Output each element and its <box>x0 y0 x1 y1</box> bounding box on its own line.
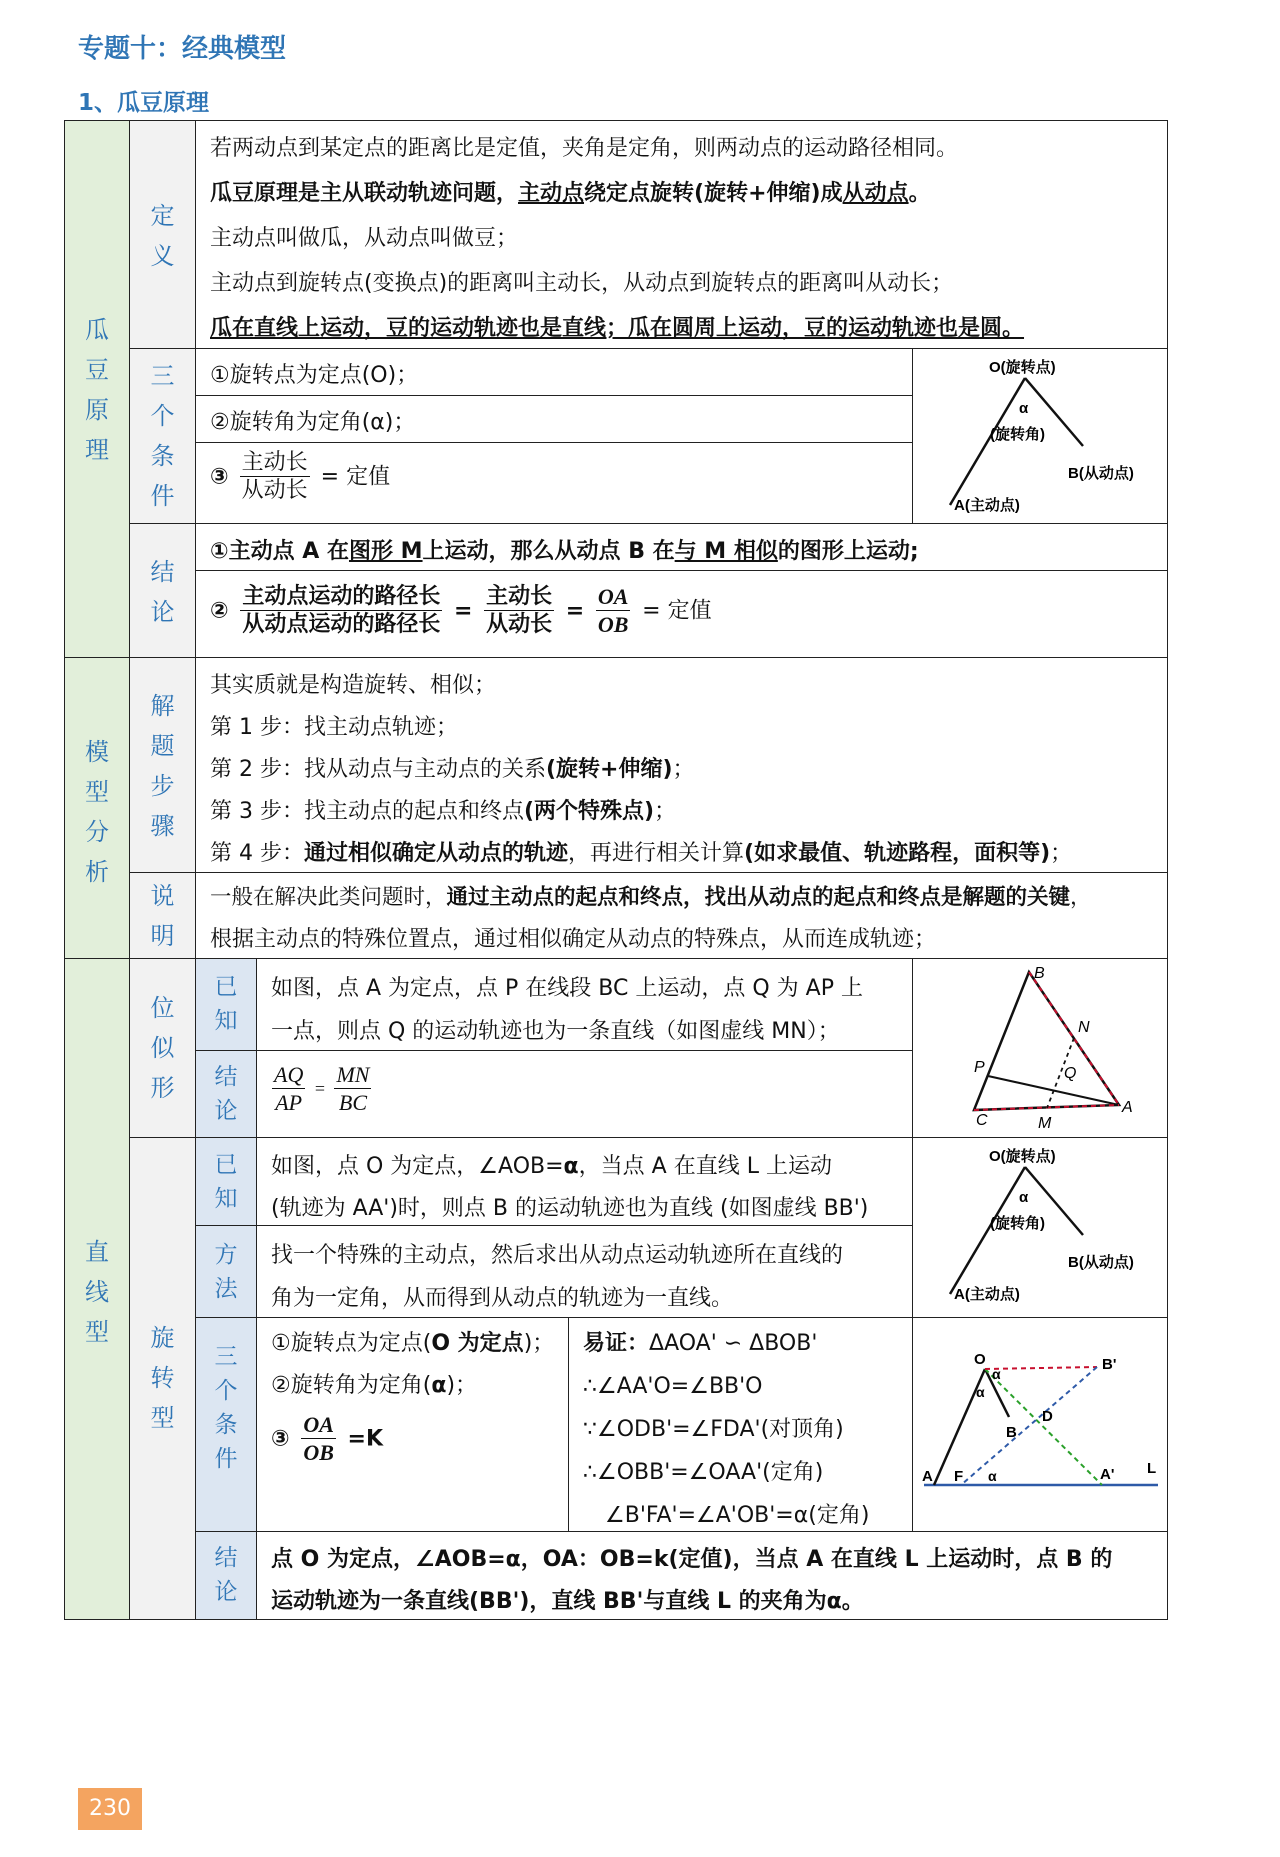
definition-line2-c: 绕定点旋转(旋转+伸缩)成 <box>584 181 843 206</box>
explain-line2: 根据主动点的特殊位置点，通过相似确定从动点的特殊点，从而连成轨迹； <box>210 927 937 952</box>
point-n: N <box>1078 1019 1090 1036</box>
condition-3 <box>210 450 390 505</box>
label-fangfa <box>195 1238 257 1306</box>
label-jielun-text: 结论 <box>214 1064 238 1124</box>
similar-diagram <box>914 960 1166 1136</box>
step-4 <box>210 840 1072 868</box>
sub-jieti-text: 解题步骤 <box>150 692 175 840</box>
similar-known-line1: 如图，点 A 为定点，点 P 在线段 BC 上运动，点 Q 为 AP 上 <box>271 976 863 1001</box>
step-4-c: ，再进行相关计算 <box>568 841 745 866</box>
alpha-bottom: α <box>988 1468 997 1484</box>
rotate-cond-2 <box>271 1372 477 1400</box>
label-fangfa-text: 方法 <box>214 1242 238 1302</box>
conclusion-line1 <box>210 538 919 566</box>
step-1: 第 1 步：找主动点轨迹； <box>210 715 458 740</box>
rotate-cond3-tail: =K <box>347 1426 384 1452</box>
sub-xuanzhuan <box>129 1318 196 1438</box>
category-moxing-text: 模型分析 <box>85 738 109 886</box>
line-diagram <box>914 1319 1166 1530</box>
fraction-numerator: 主动点运动的路径长 <box>242 584 441 609</box>
point-c: C <box>976 1112 988 1129</box>
chapter-title: 专题十：经典模型 <box>78 34 287 64</box>
steps-intro: 其实质就是构造旋转、相似； <box>210 673 497 698</box>
rotate-cond-1 <box>271 1330 554 1358</box>
rotate-known1-a: 如图，点 O 为定点，∠AOB= <box>271 1154 564 1179</box>
fraction-numerator: 主动长 <box>241 450 308 475</box>
sub-xuanzhuan-text: 旋转型 <box>150 1324 175 1432</box>
step-4-e: ； <box>1050 841 1073 866</box>
similar-known-line2: 一点，则点 Q 的运动轨迹也为一条直线（如图虚线 MN）； <box>271 1019 840 1044</box>
step-4-b: 通过相似确定从动点的轨迹 <box>303 841 568 866</box>
rotation-diagram <box>914 350 1166 522</box>
explain-line1 <box>210 884 1092 912</box>
label-angle: (旋转角) <box>990 1215 1045 1232</box>
sub-sange-text: 三个条件 <box>150 362 175 510</box>
fraction-denominator: OB <box>597 612 629 637</box>
label-sange-text: 三个条件 <box>214 1344 238 1472</box>
section-title: 1、瓜豆原理 <box>78 90 210 116</box>
fraction-denominator: BC <box>338 1090 368 1115</box>
label-yizhi-2-text: 已知 <box>214 1152 238 1212</box>
point-f: F <box>954 1468 964 1485</box>
explain-line1-b: 通过主动点的起点和终点，找出从动点的起点和终点是解题的关键 <box>446 885 1071 910</box>
similar-conclusion <box>268 1062 375 1117</box>
rotate-cond1-b: O 为定点 <box>431 1331 524 1356</box>
step-4-a: 第 4 步： <box>210 841 304 866</box>
label-yizhi <box>195 970 257 1038</box>
rotation-diagram-2 <box>914 1139 1166 1316</box>
step-2-c: ； <box>672 757 695 782</box>
conclusion-fraction-3 <box>596 584 631 639</box>
point-a: A <box>1122 1099 1133 1116</box>
similar-fraction-2 <box>334 1062 371 1117</box>
rotate-cond3-fraction <box>301 1412 336 1467</box>
row-line <box>195 442 913 443</box>
step-3 <box>210 798 676 826</box>
step-2-a: 第 2 步：找从动点与主动点的关系 <box>210 757 546 782</box>
fraction-denominator: 从动点运动的路径长 <box>242 612 441 637</box>
category-zhixian-text: 直线型 <box>85 1238 109 1346</box>
rotate-cond2-a: ②旋转角为定角( <box>271 1373 432 1398</box>
line-ob-prime <box>985 1367 1097 1369</box>
condition-2: ②旋转角为定角(α)； <box>210 410 416 435</box>
rotate-known-line1 <box>271 1153 832 1181</box>
label-a: A(主动点) <box>954 497 1020 514</box>
label-b: B(从动点) <box>1068 1254 1134 1271</box>
page-number: 230 <box>78 1788 142 1830</box>
point-a: A <box>922 1468 933 1485</box>
sub-sange <box>129 356 196 516</box>
label-b: B(从动点) <box>1068 465 1134 482</box>
point-o: O <box>974 1351 986 1368</box>
fraction-numerator: 主动长 <box>486 584 553 609</box>
equals-sign: = <box>565 598 585 624</box>
category-guadou-text: 瓜豆原理 <box>85 316 109 464</box>
sub-shuoming-text: 说明 <box>150 882 175 950</box>
conclusion-line1-d: 与 M 相似 <box>674 539 778 564</box>
conclusion-fraction-1 <box>240 584 442 639</box>
conclusion-line1-e: 的图形上运动; <box>777 539 919 564</box>
fraction-numerator: OA <box>597 584 629 609</box>
label-alpha: α <box>1019 1189 1029 1206</box>
conclusion-line2 <box>210 584 712 639</box>
point-m: M <box>1038 1115 1052 1132</box>
fraction-numerator: OA <box>303 1412 334 1437</box>
rotate-cond3-mark: ③ <box>271 1426 290 1452</box>
definition-line2-e: 。 <box>908 181 931 206</box>
rotate-known1-b: α <box>563 1154 579 1179</box>
definition-line1: 若两动点到某定点的距离比是定值，夹角是定角，则两动点的运动路径相同。 <box>210 136 959 161</box>
step-3-a: 第 3 步：找主动点的起点和终点 <box>210 799 524 824</box>
label-yizhi-2 <box>195 1148 257 1216</box>
proof-line5: ∠B'FA'=∠A'OB'=α(定角) <box>605 1503 870 1528</box>
label-jielun-2-text: 结论 <box>214 1545 238 1605</box>
label-o: O(旋转点) <box>989 359 1056 376</box>
condition-1: ①旋转点为定点(O)； <box>210 363 419 388</box>
conclusion-line1-a: ①主动点 A 在 <box>210 539 349 564</box>
label-angle: (旋转角) <box>990 426 1045 443</box>
rotate-cond1-a: ①旋转点为定点( <box>271 1331 432 1356</box>
explain-line1-c: ， <box>1070 885 1092 910</box>
conclusion-tail: = 定值 <box>642 598 712 624</box>
definition-line2-d: 从动点 <box>842 181 909 206</box>
rotate-method-line2: 角为一定角，从而得到从动点的轨迹为一直线。 <box>271 1286 734 1311</box>
rotate-known1-c: ，当点 A 在直线 L 上运动 <box>578 1154 832 1179</box>
proof-1: ΔAOA' ∽ ΔBOB' <box>649 1331 818 1356</box>
sub-jieti <box>129 686 196 846</box>
sub-dingyi-text: 定义 <box>150 202 175 270</box>
definition-line4: 主动点到旋转点(变换点)的距离叫主动长，从动点到旋转点的距离叫从动长； <box>210 271 954 296</box>
explain-line1-a: 一般在解决此类问题时， <box>210 885 447 910</box>
step-3-b: (两个特殊点) <box>523 799 655 824</box>
definition-line2-b: 主动点 <box>518 181 585 206</box>
alpha-top: α <box>992 1366 1001 1382</box>
row-line <box>195 570 1168 571</box>
sub-weisi-text: 位似形 <box>150 994 175 1102</box>
point-q: Q <box>1064 1065 1077 1082</box>
point-b: B <box>1034 965 1045 982</box>
definition-line5: 瓜在直线上运动，豆的运动轨迹也是直线；瓜在圆周上运动，豆的运动轨迹也是圆。 <box>210 316 1025 341</box>
step-2-b: (旋转+伸缩) <box>546 757 673 782</box>
conclusion-line1-b: 图形 M <box>348 539 423 564</box>
fraction-denominator: 从动长 <box>486 612 553 637</box>
rotate-cond2-b: α <box>431 1373 447 1398</box>
rotate-cond2-c: )； <box>446 1373 478 1398</box>
definition-line2-a: 瓜豆原理是主从联动轨迹问题， <box>210 181 519 206</box>
fraction-denominator: 从动长 <box>241 478 308 503</box>
conclusion-line1-c: 上运动，那么从动点 B 在 <box>422 539 675 564</box>
fraction-denominator: OB <box>303 1440 334 1465</box>
proof-line4: ∴∠OBB'=∠OAA'(定角) <box>583 1460 824 1485</box>
line-l-label: L <box>1147 1460 1157 1477</box>
category-guadou <box>64 310 130 470</box>
label-jielun-2 <box>195 1541 257 1609</box>
line-oa-prime <box>985 1369 1102 1485</box>
rotate-cond1-c: )； <box>523 1331 555 1356</box>
label-jielun <box>195 1060 257 1128</box>
rotate-conclusion-line1: 点 O 为定点，∠AOB=α，OA：OB=k(定值)，当点 A 在直线 L 上运动时，点 B 的 <box>271 1547 1113 1572</box>
fraction-denominator: AP <box>275 1090 303 1115</box>
category-zhixian <box>64 1232 130 1352</box>
step-4-d: (如求最值、轨迹路程，面积等) <box>744 841 1051 866</box>
row-line <box>195 395 913 396</box>
label-o: O(旋转点) <box>989 1148 1056 1165</box>
proof-line3: ∵∠ODB'=∠FDA'(对顶角) <box>583 1417 844 1442</box>
condition-3-tail: = 定值 <box>320 464 391 490</box>
label-yizhi-text: 已知 <box>214 974 238 1034</box>
similar-fraction-1 <box>272 1062 305 1117</box>
label-a: A(主动点) <box>954 1286 1020 1303</box>
sub-jielun <box>129 552 196 632</box>
sub-shuoming <box>129 876 196 956</box>
point-p: P <box>974 1059 985 1076</box>
point-b-prime: B' <box>1102 1356 1117 1373</box>
fraction-numerator: MN <box>336 1062 370 1087</box>
sub-jielun-text: 结论 <box>150 558 175 626</box>
conclusion-fraction-2 <box>484 584 554 639</box>
definition-line3: 主动点叫做瓜，从动点叫做豆； <box>210 226 519 251</box>
conditions-divider <box>912 348 913 524</box>
equals-sign: = <box>454 598 473 624</box>
step-3-c: ； <box>654 799 677 824</box>
sub-dingyi <box>129 196 196 276</box>
condition-3-mark: ③ <box>210 464 229 490</box>
alpha-left: α <box>976 1384 985 1400</box>
rotate-known-line2: (轨迹为 AA')时，则点 B 的运动轨迹也为直线 (如图虚线 BB') <box>271 1196 869 1221</box>
rotate-cond-3 <box>271 1412 383 1467</box>
label-sange <box>195 1340 257 1476</box>
point-a-prime: A' <box>1100 1466 1115 1483</box>
fraction-numerator: AQ <box>274 1062 304 1087</box>
category-moxing <box>64 732 130 892</box>
definition-line2 <box>210 180 931 208</box>
proof-line1 <box>583 1330 817 1358</box>
conclusion-line2-mark: ② <box>210 598 229 624</box>
step-2 <box>210 756 695 784</box>
label-alpha: α <box>1019 400 1029 417</box>
condition-3-fraction <box>240 450 310 505</box>
rotate-conclusion-line2: 运动轨迹为一条直线(BB')，直线 BB'与直线 L 的夹角为α。 <box>271 1589 864 1614</box>
equals-sign: = <box>314 1078 325 1099</box>
sub-weisi <box>129 988 196 1108</box>
point-d: D <box>1042 1408 1053 1425</box>
rotate-method-line1: 找一个特殊的主动点，然后求出从动点运动轨迹所在直线的 <box>271 1243 844 1268</box>
proof-title: 易证： <box>583 1331 650 1356</box>
proof-line2: ∴∠AA'O=∠BB'O <box>583 1374 763 1399</box>
point-b: B <box>1006 1424 1017 1441</box>
